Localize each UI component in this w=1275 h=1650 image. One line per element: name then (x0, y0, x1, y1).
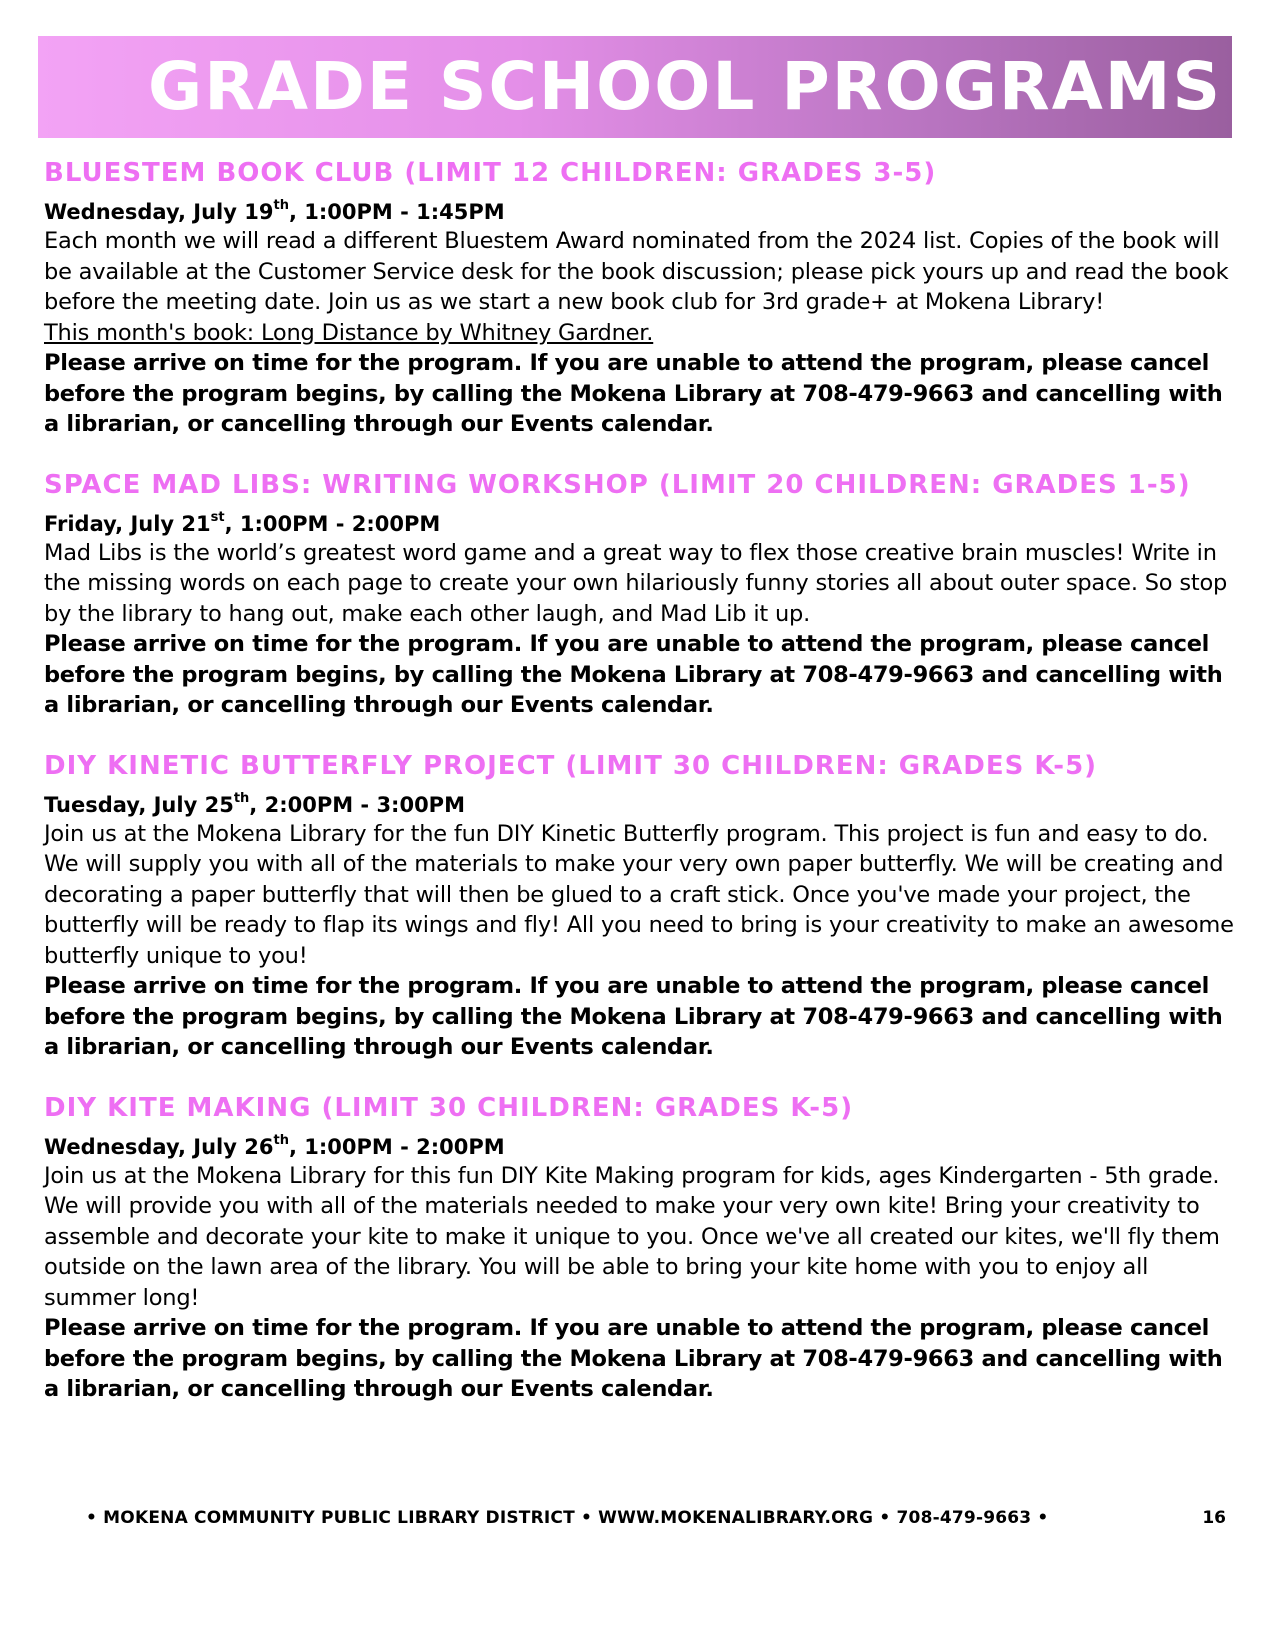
program-date-time: , 1:00PM - 1:45PM (288, 200, 505, 224)
program-date (44, 510, 1234, 538)
program-description: Each month we will read a different Bluestem Award nominated from the 2024 list. Copies of the book will be available at the Customer Service desk for the book discussion; please pick yours up and read the book before the meeting date. Join us as we start a new book club for 3rd grade+ at Mokena Library! (44, 228, 1229, 315)
program-date-ordinal: th (233, 790, 250, 806)
program-date (44, 791, 1234, 819)
program-date-ordinal: th (273, 1132, 289, 1148)
program-date (44, 1133, 1234, 1161)
program-heading: SPACE MAD LIBS: WRITING WORKSHOP (LIMIT 20 CHILDREN: GRADES 1-5) (44, 469, 1191, 500)
footer-text: • MOKENA COMMUNITY PUBLIC LIBRARY DISTRICT • WWW.MOKENALIBRARY.ORG • 708-479-9663 • (86, 1508, 1049, 1528)
program-date-time: , 1:00PM - 2:00PM (224, 511, 441, 536)
program-notice: Please arrive on time for the program. If you are unable to attend the program, please cancel before the program begins, by calling the Mokena Library at 708-479-9663 and cancelling with a librarian, or cancelling through our Events calendar. (44, 973, 1223, 1060)
page-number: 16 (1202, 1508, 1226, 1528)
program-description: Join us at the Mokena Library for this fun DIY Kite Making program for kids, ages Kindergarten - 5th grade. We will provide you with all of the materials needed to make your very own kite! Bring your creativity to assemble and decorate your kite to make it unique to you. Once we've all created our kites, we'll fly them outside on the lawn area of the library. You will be able to bring your kite home with you to enjoy all summer long! (44, 1162, 1220, 1311)
program-description: Join us at the Mokena Library for the fun DIY Kinetic Butterfly program. This project is fun and easy to do. We will supply you with all of the materials to make your very own paper butterfly. We will be creating and decorating a paper butterfly that will then be glued to a craft stick. Once you've made your project, the butterfly will be ready to flap its wings and fly! All you need to bring is your creativity to make an awesome butterfly unique to you! (44, 820, 1234, 969)
program-date-day: Wednesday, July 26 (44, 1134, 274, 1159)
program-kinetic-butterfly (44, 749, 1234, 1063)
program-date (44, 198, 1234, 226)
page-footer (86, 1508, 1226, 1534)
program-kite-making (44, 1091, 1234, 1405)
page-banner (38, 36, 1232, 138)
program-list (44, 156, 1234, 1405)
program-date-time: , 1:00PM - 2:00PM (288, 1134, 505, 1159)
program-date-day: Friday, July 21 (44, 511, 211, 536)
program-description: Mad Libs is the world’s greatest word game and a great way to flex those creative brain muscles! Write in the missing words on each page to create your own hilariously funny stories all about outer space. So stop by the library to hang out, make each other laugh, and Mad Lib it up. (44, 539, 1228, 627)
program-date-ordinal: st (210, 509, 225, 525)
program-notice: Please arrive on time for the program. If you are unable to attend the program, please cancel before the program begins, by calling the Mokena Library at 708-479-9663 and cancelling with a librarian, or cancelling through our Events calendar. (44, 350, 1223, 437)
program-notice: Please arrive on time for the program. If you are unable to attend the program, please cancel before the program begins, by calling the Mokena Library at 708-479-9663 and cancelling with a librarian, or cancelling through our Events calendar. (44, 1315, 1223, 1402)
program-date-ordinal: th (273, 198, 289, 213)
program-heading: BLUESTEM BOOK CLUB (LIMIT 12 CHILDREN: GRADES 3-5) (44, 158, 937, 188)
program-book: This month's book: Long Distance by Whitney Gardner. (44, 319, 654, 346)
page-title: GRADE SCHOOL PROGRAMS (148, 48, 1222, 125)
program-space-mad-libs (44, 468, 1234, 721)
program-date-time: , 2:00PM - 3:00PM (249, 792, 465, 817)
program-bluestem-book-club (44, 156, 1234, 440)
program-notice: Please arrive on time for the program. If you are unable to attend the program, please cancel before the program begins, by calling the Mokena Library at 708-479-9663 and cancelling with a librarian, or cancelling through our Events calendar. (44, 631, 1223, 718)
program-date-day: Wednesday, July 19 (44, 200, 274, 224)
program-heading: DIY KITE MAKING (LIMIT 30 CHILDREN: GRADES K-5) (44, 1092, 854, 1123)
program-date-day: Tuesday, July 25 (44, 792, 234, 817)
program-heading: DIY KINETIC BUTTERFLY PROJECT (LIMIT 30 CHILDREN: GRADES K-5) (44, 750, 1098, 781)
